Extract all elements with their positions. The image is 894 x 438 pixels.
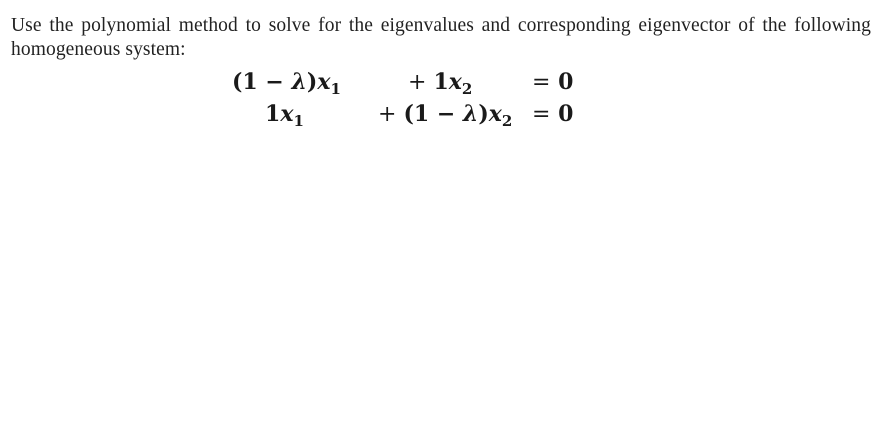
variable: x [317,69,331,95]
rhs-value: 0 [558,69,574,95]
equals-sign: = [532,102,551,127]
variable: x [448,69,462,95]
coefficient: 1 [433,69,449,95]
equation-2-term-2 [378,100,512,129]
open-paren-expr: (1 − [232,69,292,95]
question-text: Use the polynomial method to solve for the eigenvalues and corresponding eigenvector of the following homogeneous system: [11,15,871,60]
variable: x [280,101,294,127]
plus-sign: + [408,70,434,95]
equation-2-term-1 [265,100,304,128]
subscript: 1 [330,80,341,98]
subscript: 1 [293,112,304,130]
lambda-symbol: λ [462,101,479,127]
close-paren: ) [478,101,489,127]
equals-sign: = [532,70,551,95]
rhs-value: 0 [558,101,574,127]
equation-1-term-2 [408,68,472,97]
coefficient: 1 [265,101,281,127]
lambda-symbol: λ [291,69,307,95]
plus-sign: + [378,102,404,127]
equation-1-term-1 [232,68,341,96]
close-paren: ) [306,69,318,95]
equation-1-rhs [532,68,573,97]
subscript: 2 [501,112,513,130]
variable: x [488,101,502,127]
equation-2-rhs [532,100,573,129]
subscript: 2 [461,80,473,98]
open-paren-expr: (1 − [403,101,463,127]
